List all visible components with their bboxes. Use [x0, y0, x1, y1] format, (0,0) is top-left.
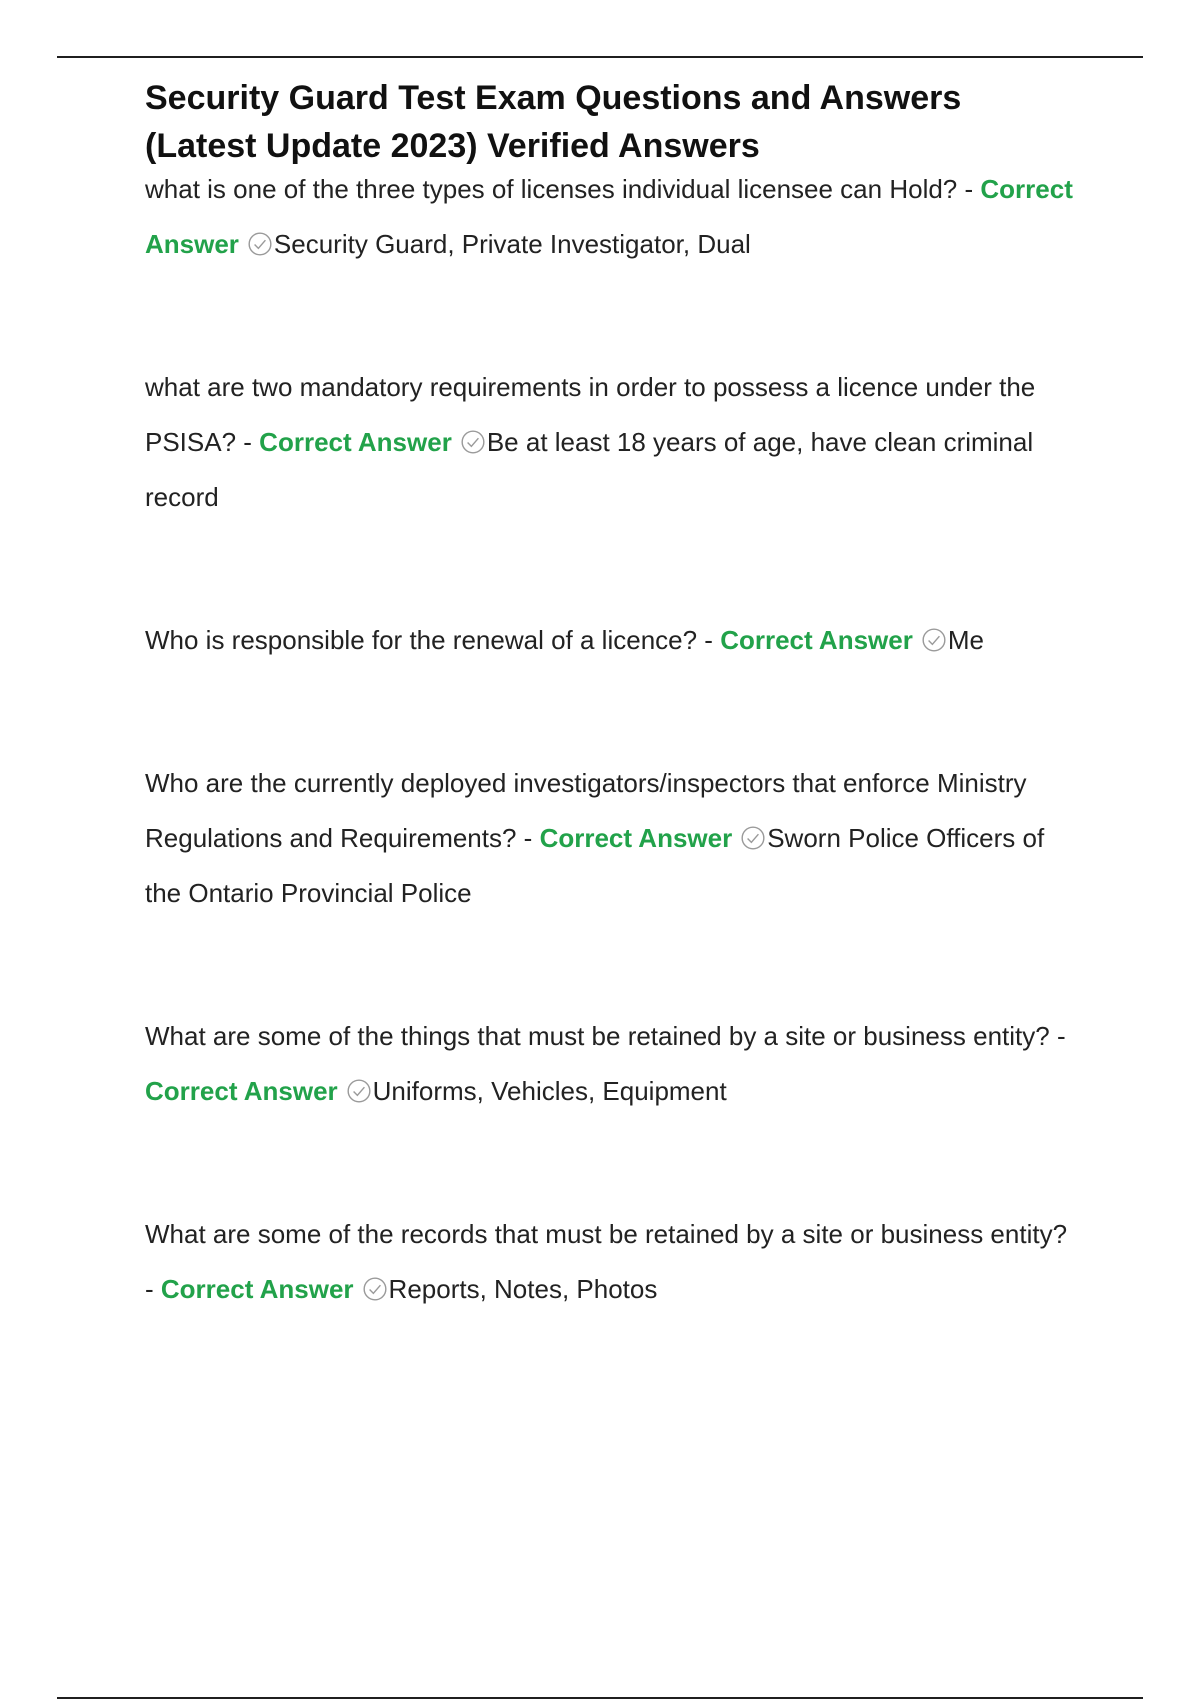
correct-answer-label: Correct Answer: [720, 625, 913, 655]
question-text: Who is responsible for the renewal of a licence?: [145, 625, 698, 655]
answer-text: Uniforms, Vehicles, Equipment: [372, 1076, 727, 1106]
document-body: [145, 74, 1075, 1317]
check-circle-icon: [921, 627, 947, 653]
answer-text: Me: [947, 625, 984, 655]
separator: -: [145, 1274, 161, 1304]
qa-item: [145, 1207, 1075, 1317]
answer-text: Reports, Notes, Photos: [388, 1274, 658, 1304]
check-circle-icon: [460, 429, 486, 455]
qa-item: [145, 613, 1075, 668]
qa-item: [145, 360, 1075, 525]
check-circle-icon: [362, 1276, 388, 1302]
separator: -: [516, 823, 540, 853]
question-text: what are two mandatory requirements in order to possess a licence under the PSISA?: [145, 372, 1036, 457]
answer-text: Be at least 18 years of age, have clean criminal record: [145, 427, 1034, 512]
check-circle-icon: [740, 825, 766, 851]
qa-item: [145, 756, 1075, 921]
separator: -: [236, 427, 260, 457]
page-title: Security Guard Test Exam Questions and Answers (Latest Update 2023) Verified Answers: [145, 79, 962, 165]
correct-answer-label: Correct Answer: [145, 1076, 338, 1106]
bottom-rule: [57, 1697, 1143, 1699]
answer-text: Security Guard, Private Investigator, Dual: [273, 229, 751, 259]
correct-answer-label: Correct Answer: [145, 174, 1073, 259]
separator: -: [697, 625, 721, 655]
qa-item: [145, 162, 1075, 272]
question-text: what is one of the three types of licenses individual licensee can Hold?: [145, 174, 958, 204]
question-text: Who are the currently deployed investigators/inspectors that enforce Ministry Regulations and Requirements?: [145, 768, 1027, 853]
separator: -: [957, 174, 981, 204]
correct-answer-label: Correct Answer: [539, 823, 733, 853]
separator: -: [1049, 1021, 1066, 1051]
top-rule: [57, 56, 1143, 58]
answer-text: Sworn Police Officers of the Ontario Provincial Police: [145, 823, 1045, 908]
question-text: What are some of the records that must be retained by a site or business entity?: [145, 1219, 1068, 1249]
correct-answer-label: Correct Answer: [160, 1274, 354, 1304]
qa-item: [145, 1009, 1075, 1119]
question-text: What are some of the things that must be retained by a site or business entity?: [145, 1021, 1050, 1051]
check-circle-icon: [247, 231, 273, 257]
correct-answer-label: Correct Answer: [259, 427, 452, 457]
check-circle-icon: [346, 1078, 372, 1104]
